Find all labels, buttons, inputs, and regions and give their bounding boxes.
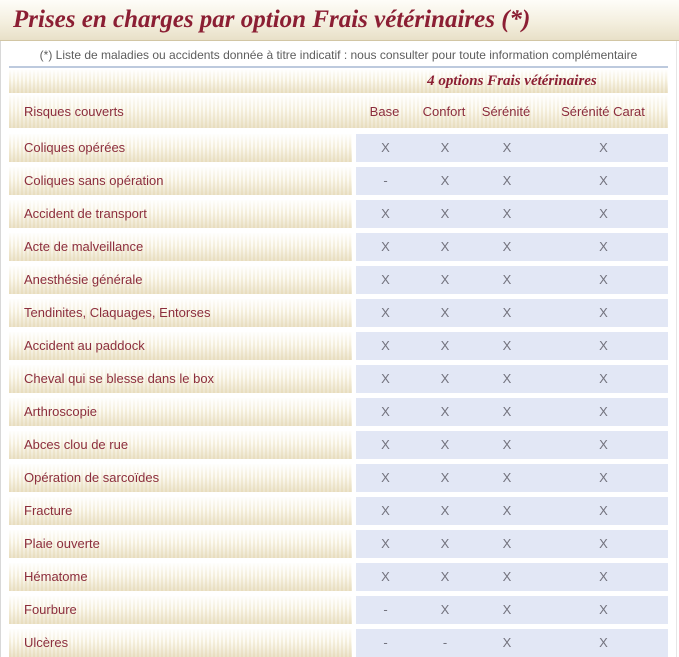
option-column-headers [355, 104, 668, 119]
cell-confort: X [440, 239, 450, 254]
cell-confort: X [440, 206, 450, 221]
cell-serenite-carat: X [599, 569, 608, 584]
column-header-confort: Confort [422, 104, 466, 119]
cell-base: - [383, 635, 388, 650]
cell-confort: X [440, 272, 450, 287]
row-values [356, 497, 668, 525]
cell-serenite-carat: X [599, 371, 608, 386]
cell-serenite-carat: X [599, 140, 608, 155]
row-label: Accident de transport [9, 200, 352, 228]
table-header-row [9, 95, 668, 128]
cell-confort: X [440, 305, 450, 320]
options-group-title: 4 options Frais vétérinaires [427, 73, 597, 89]
table-row [9, 398, 668, 426]
row-label: Fracture [9, 497, 352, 525]
cell-serenite: X [502, 173, 512, 188]
cell-serenite-carat: X [599, 272, 608, 287]
row-values [356, 464, 668, 492]
cell-confort: X [440, 503, 450, 518]
cell-serenite: X [502, 305, 512, 320]
cell-serenite: X [502, 140, 512, 155]
cell-serenite-carat: X [599, 305, 608, 320]
cell-confort: X [440, 140, 450, 155]
table-row [9, 200, 668, 228]
cell-base: X [381, 503, 390, 518]
coverage-table-container [0, 41, 677, 657]
row-values [356, 167, 668, 195]
cell-confort: X [440, 338, 450, 353]
cell-serenite-carat: X [599, 635, 608, 650]
row-label: Anesthésie générale [9, 266, 352, 294]
cell-serenite: X [502, 371, 512, 386]
row-values [356, 299, 668, 327]
page-title-bar [0, 0, 679, 41]
row-values [356, 233, 668, 261]
footnote: (*) Liste de maladies ou accidents donnée à titre indicatif : nous consulter pour toute information complémentaire [9, 41, 668, 68]
table-body [1, 134, 676, 657]
cell-serenite: X [502, 602, 512, 617]
cell-serenite: X [502, 503, 512, 518]
table-row [9, 431, 668, 459]
column-header-serenite-carat: Sérénité Carat [561, 104, 645, 119]
cell-serenite-carat: X [599, 470, 608, 485]
table-row [9, 134, 668, 162]
table-row [9, 167, 668, 195]
cell-base: X [381, 272, 390, 287]
cell-base: X [381, 305, 390, 320]
row-values [356, 200, 668, 228]
cell-serenite: X [502, 206, 512, 221]
row-values [356, 563, 668, 591]
table-row [9, 266, 668, 294]
cell-serenite: X [502, 635, 512, 650]
cell-confort: X [440, 437, 450, 452]
cell-serenite-carat: X [599, 239, 608, 254]
table-row [9, 530, 668, 558]
cell-serenite-carat: X [599, 536, 608, 551]
cell-serenite-carat: X [599, 206, 608, 221]
cell-serenite: X [502, 470, 512, 485]
cell-serenite-carat: X [599, 503, 608, 518]
cell-confort: X [440, 404, 450, 419]
cell-serenite: X [502, 239, 512, 254]
row-label: Accident au paddock [9, 332, 352, 360]
row-label: Fourbure [9, 596, 352, 624]
page-title: Prises en charges par option Frais vétérinaires (*) [13, 6, 531, 33]
cell-serenite: X [502, 569, 512, 584]
cell-serenite-carat: X [599, 173, 608, 188]
column-header-serenite: Sérénité [481, 104, 531, 119]
row-label: Cheval qui se blesse dans le box [9, 365, 352, 393]
row-values [356, 266, 668, 294]
row-values [356, 431, 668, 459]
row-values [356, 332, 668, 360]
table-row [9, 365, 668, 393]
row-values [356, 629, 668, 657]
row-label: Hématome [9, 563, 352, 591]
cell-base: X [381, 536, 390, 551]
cell-base: - [383, 173, 388, 188]
cell-serenite-carat: X [599, 404, 608, 419]
table-row [9, 299, 668, 327]
row-label: Plaie ouverte [9, 530, 352, 558]
cell-base: X [381, 569, 390, 584]
row-label: Arthroscopie [9, 398, 352, 426]
cell-serenite: X [502, 272, 512, 287]
cell-base: X [381, 437, 390, 452]
table-row [9, 563, 668, 591]
cell-confort: X [440, 470, 450, 485]
table-row [9, 332, 668, 360]
cell-confort: X [440, 173, 450, 188]
cell-serenite: X [502, 536, 512, 551]
cell-base: X [381, 371, 390, 386]
cell-serenite-carat: X [599, 602, 608, 617]
cell-serenite-carat: X [599, 338, 608, 353]
cell-base: - [383, 602, 388, 617]
row-label: Coliques sans opération [9, 167, 352, 195]
row-values [356, 134, 668, 162]
row-label: Acte de malveillance [9, 233, 352, 261]
row-values [356, 596, 668, 624]
cell-confort: X [440, 536, 450, 551]
cell-serenite: X [502, 437, 512, 452]
options-group-spacer [9, 70, 356, 93]
column-header-risques-couverts: Risques couverts [24, 104, 124, 119]
table-row [9, 596, 668, 624]
table-row [9, 233, 668, 261]
cell-base: X [381, 206, 390, 221]
cell-confort: - [442, 635, 448, 650]
cell-confort: X [440, 569, 450, 584]
cell-serenite: X [502, 404, 512, 419]
cell-base: X [381, 470, 390, 485]
cell-confort: X [440, 371, 450, 386]
cell-serenite: X [502, 338, 512, 353]
row-label: Opération de sarcoïdes [9, 464, 352, 492]
cell-base: X [381, 239, 390, 254]
cell-confort: X [440, 602, 450, 617]
row-values [356, 398, 668, 426]
row-label: Tendinites, Claquages, Entorses [9, 299, 352, 327]
table-row [9, 629, 668, 657]
table-row [9, 464, 668, 492]
options-group-header [9, 70, 668, 93]
row-label: Ulcères [9, 629, 352, 657]
row-values [356, 365, 668, 393]
cell-serenite-carat: X [599, 437, 608, 452]
row-label: Abces clou de rue [9, 431, 352, 459]
column-header-base: Base [369, 104, 400, 119]
cell-base: X [381, 338, 390, 353]
cell-base: X [381, 404, 390, 419]
table-row [9, 497, 668, 525]
row-values [356, 530, 668, 558]
row-label: Coliques opérées [9, 134, 352, 162]
cell-base: X [381, 140, 390, 155]
